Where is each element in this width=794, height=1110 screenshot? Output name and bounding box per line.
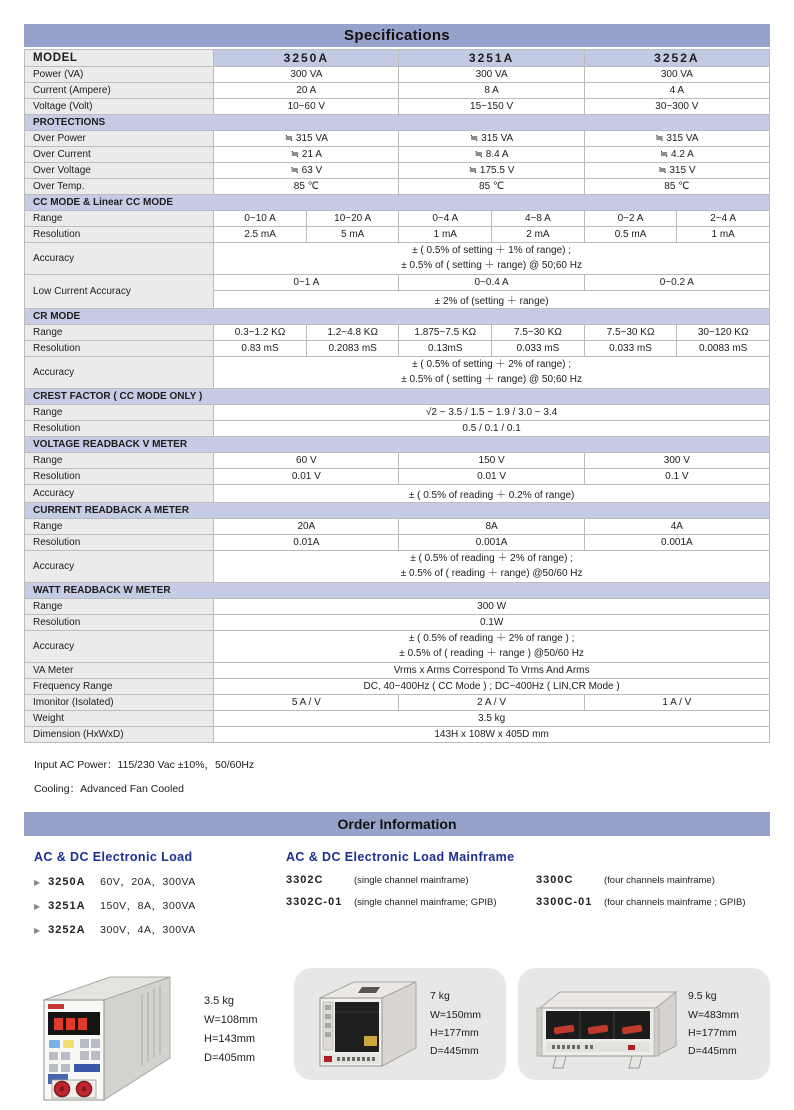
table-row — [25, 615, 770, 631]
table-row — [25, 67, 770, 83]
row-label: Range — [25, 211, 214, 227]
spec-cell: 0~10 A — [214, 211, 307, 227]
spec-cell — [214, 357, 770, 389]
spec-cell: 0~4 A — [399, 211, 492, 227]
spec-cell: 10~20 A — [306, 211, 399, 227]
row-label: Power (VA) — [25, 67, 214, 83]
load-model: 3252A — [48, 924, 86, 936]
dimension-line: H=177mm — [688, 1027, 737, 1039]
row-label: Accuracy — [25, 485, 214, 503]
spec-cell: 1 mA — [399, 227, 492, 243]
spec-cell: ≒ 4.2 A — [584, 147, 769, 163]
row-label: Frequency Range — [25, 679, 214, 695]
row-label: Over Temp. — [25, 179, 214, 195]
four-mainframe-dimensions — [688, 987, 739, 1061]
spec-cell: 0.83 mS — [214, 341, 307, 357]
table-row — [25, 131, 770, 147]
row-label: Resolution — [25, 341, 214, 357]
spec-cell: 1 mA — [677, 227, 770, 243]
table-row — [25, 519, 770, 535]
section-row — [25, 389, 770, 405]
model-row-label: MODEL — [25, 50, 214, 67]
row-label: Resolution — [25, 227, 214, 243]
electronic-load-order-block — [34, 850, 286, 946]
spec-cell-line: ± 0.5% of ( setting ＋ range) @ 50;60 Hz — [401, 259, 582, 271]
spec-cell-line: ± ( 0.5% of setting ＋ 1% of range) ; — [412, 245, 572, 256]
note-input-ac-power: Input AC Power：115/230 Vac ±10%，50/60Hz — [34, 759, 255, 771]
spec-cell-line: ± ( 0.5% of setting ＋ 2% of range) ; — [412, 359, 572, 370]
row-label: Range — [25, 325, 214, 341]
mainframe-model: 3300C-01 — [536, 896, 593, 908]
spec-cell: ≒ 175.5 V — [399, 163, 584, 179]
row-label: VA Meter — [25, 663, 214, 679]
spec-cell: 0~1 A — [214, 275, 399, 291]
row-label: Current (Ampere) — [25, 83, 214, 99]
spec-cell: 3.5 kg — [214, 711, 770, 727]
spec-cell: 0.001A — [399, 535, 584, 551]
table-row — [25, 485, 770, 503]
load-model: 3250A — [48, 876, 86, 888]
mainframe-item — [536, 896, 786, 908]
spec-cell-line: ± ( 0.5% of reading ＋ 2% of range) ; — [410, 553, 573, 564]
section-label: CC MODE & Linear CC MODE — [25, 195, 770, 211]
spec-cell: 15~150 V — [399, 99, 584, 115]
mainframe-description: (four channels mainframe ; GPIB) — [604, 897, 746, 908]
spec-cell: 0~2 A — [584, 211, 677, 227]
single-mainframe-dimensions — [430, 987, 481, 1061]
spec-cell: 85 ℃ — [584, 179, 769, 195]
spec-cell: DC, 40~400Hz ( CC Mode ) ; DC~400Hz ( LIN,CR Mode ) — [214, 679, 770, 695]
spec-cell: 4~8 A — [492, 211, 585, 227]
row-label: Voltage (Volt) — [25, 99, 214, 115]
spec-cell: 2.5 mA — [214, 227, 307, 243]
dimension-line: W=150mm — [430, 1008, 482, 1021]
triangle-bullet-icon: ▶ — [34, 926, 41, 935]
spec-cell: ± 2% of (setting ＋ range) — [214, 291, 770, 309]
spec-cell: 85 ℃ — [399, 179, 584, 195]
load-model: 3251A — [48, 900, 86, 912]
mainframe-list — [286, 874, 786, 918]
section-label: CURRENT READBACK A METER — [25, 503, 770, 519]
spec-cell: 300 W — [214, 599, 770, 615]
table-row — [25, 179, 770, 195]
spec-cell: 7.5~30 KΩ — [584, 325, 677, 341]
mainframe-order-block — [286, 850, 786, 946]
row-label: Imonitor (Isolated) — [25, 695, 214, 711]
load-list-item — [34, 898, 286, 913]
section-label: PROTECTIONS — [25, 115, 770, 131]
load-list-item — [34, 874, 286, 889]
table-row — [25, 405, 770, 421]
table-row — [25, 551, 770, 583]
spec-cell: 0.1W — [214, 615, 770, 631]
order-information-title: Order Information — [337, 816, 457, 832]
spec-cell: ≒ 21 A — [214, 147, 399, 163]
dimension-line: W=108mm — [204, 1013, 258, 1026]
spec-cell: 60 V — [214, 453, 399, 469]
row-label: Over Voltage — [25, 163, 214, 179]
load-unit-dimensions — [204, 992, 258, 1069]
spec-cell: 0.033 mS — [492, 341, 585, 357]
mainframe-heading: AC & DC Electronic Load Mainframe — [286, 850, 515, 864]
spec-cell: √2 ~ 3.5 / 1.5 ~ 1.9 / 3.0 ~ 3.4 — [214, 405, 770, 421]
spec-cell: 0.01 V — [399, 469, 584, 485]
spec-cell-line: ± 0.5% of ( reading ＋ range) @50/60 Hz — [400, 567, 583, 579]
row-label: Range — [25, 599, 214, 615]
spec-cell: 0.033 mS — [584, 341, 677, 357]
table-row — [25, 163, 770, 179]
spec-cell — [214, 243, 770, 275]
load-specs: 150V，8A，300VA — [100, 900, 196, 912]
table-row — [25, 421, 770, 437]
table-row — [25, 275, 770, 291]
spec-cell-line: ± ( 0.5% of reading ＋ 2% of range ) ; — [408, 633, 575, 644]
spec-cell: 8 A — [399, 83, 584, 99]
row-label: Accuracy — [25, 551, 214, 583]
mainframe-description: (single channel mainframe) — [354, 875, 469, 886]
table-row — [25, 679, 770, 695]
dimension-line: W=483mm — [688, 1008, 740, 1021]
mainframe-item — [286, 896, 536, 908]
section-label: WATT READBACK W METER — [25, 583, 770, 599]
spec-cell: 7.5~30 KΩ — [492, 325, 585, 341]
section-label: CREST FACTOR ( CC MODE ONLY ) — [25, 389, 770, 405]
table-row — [25, 535, 770, 551]
mainframe-item — [286, 874, 536, 886]
section-row — [25, 309, 770, 325]
dimension-line: H=143mm — [204, 1033, 256, 1045]
spec-cell: 0.2083 mS — [306, 341, 399, 357]
spec-cell: 0.001A — [584, 535, 769, 551]
row-label: Range — [25, 453, 214, 469]
table-row — [25, 147, 770, 163]
order-information-title-bar — [24, 812, 770, 836]
electronic-load-unit-image — [24, 968, 192, 1110]
mainframe-model: 3302C — [286, 874, 324, 886]
spec-cell: 2~4 A — [677, 211, 770, 227]
spec-cell-line: ± 0.5% of ( setting ＋ range) @ 50;60 Hz — [401, 373, 582, 385]
table-row — [25, 227, 770, 243]
section-label: CR MODE — [25, 309, 770, 325]
product-load-unit — [24, 968, 282, 1110]
row-label: Resolution — [25, 535, 214, 551]
spec-cell: 300 V — [584, 453, 769, 469]
triangle-bullet-icon: ▶ — [34, 902, 41, 911]
table-row — [25, 631, 770, 663]
dimension-line: 9.5 kg — [688, 990, 717, 1003]
table-row — [25, 243, 770, 275]
spec-cell: 2 A / V — [399, 695, 584, 711]
spec-cell: 0.0083 mS — [677, 341, 770, 357]
spec-cell: 0.1 V — [584, 469, 769, 485]
specifications-title: Specifications — [344, 27, 450, 44]
four-channels-mainframe-image — [528, 974, 680, 1074]
load-specs: 300V，4A，300VA — [100, 924, 196, 936]
table-row — [25, 469, 770, 485]
row-label: Resolution — [25, 421, 214, 437]
row-label: Over Current — [25, 147, 214, 163]
table-row — [25, 453, 770, 469]
spec-cell: 85 ℃ — [214, 179, 399, 195]
product-images-row — [24, 968, 770, 1110]
triangle-bullet-icon: ▶ — [34, 878, 41, 887]
row-label: Accuracy — [25, 357, 214, 389]
dimension-line: D=445mm — [688, 1045, 737, 1058]
row-label: Resolution — [25, 469, 214, 485]
mainframe-model: 3302C-01 — [286, 896, 343, 908]
table-row — [25, 695, 770, 711]
spec-cell: 0.01A — [214, 535, 399, 551]
mainframe-model: 3300C — [536, 874, 574, 886]
spec-cell: 20A — [214, 519, 399, 535]
specifications-table — [24, 49, 770, 743]
spec-cell: ≒ 315 VA — [214, 131, 399, 147]
spec-cell: Vrms x Arms Correspond To Vrms And Arms — [214, 663, 770, 679]
row-label: Accuracy — [25, 243, 214, 275]
row-label: Range — [25, 519, 214, 535]
section-label: VOLTAGE READBACK V METER — [25, 437, 770, 453]
spec-cell: ≒ 315 VA — [584, 131, 769, 147]
row-label: Over Power — [25, 131, 214, 147]
spec-cell: 300 VA — [214, 67, 399, 83]
spec-cell: ± ( 0.5% of reading ＋ 0.2% of range) — [214, 485, 770, 503]
single-channel-mainframe-image — [304, 974, 422, 1074]
spec-cell: 2 mA — [492, 227, 585, 243]
spec-cell: 30~300 V — [584, 99, 769, 115]
row-label: Weight — [25, 711, 214, 727]
note-cooling: Cooling：Advanced Fan Cooled — [34, 783, 185, 795]
spec-cell: 0.01 V — [214, 469, 399, 485]
table-row — [25, 341, 770, 357]
dimension-line: H=177mm — [430, 1027, 479, 1039]
model-cell: 3252A — [584, 50, 769, 67]
dimension-line: D=405mm — [204, 1052, 256, 1065]
mainframe-description: (single channel mainframe; GPIB) — [354, 897, 497, 908]
row-label: Dimension (HxWxD) — [25, 727, 214, 743]
spec-cell-line: ± 0.5% of ( reading ＋ range ) @50/60 Hz — [399, 647, 584, 659]
dimension-line: D=445mm — [430, 1045, 479, 1058]
spec-cell: 0.3~1.2 KΩ — [214, 325, 307, 341]
spec-cell: 0.13mS — [399, 341, 492, 357]
mainframe-item — [536, 874, 786, 886]
electronic-load-list — [34, 874, 286, 937]
mainframe-column — [536, 874, 786, 918]
notes — [34, 757, 770, 796]
load-specs: 60V，20A，300VA — [100, 876, 196, 888]
row-label: Low Current Accuracy — [25, 275, 214, 309]
row-label: Resolution — [25, 615, 214, 631]
section-row — [25, 437, 770, 453]
model-header-row — [25, 50, 770, 67]
spec-cell: 300 VA — [584, 67, 769, 83]
spec-cell — [214, 631, 770, 663]
spec-cell: 0~0.4 A — [399, 275, 584, 291]
spec-cell: 143H x 108W x 405D mm — [214, 727, 770, 743]
spec-cell: 0.5 / 0.1 / 0.1 — [214, 421, 770, 437]
row-label: Accuracy — [25, 631, 214, 663]
spec-cell: 150 V — [399, 453, 584, 469]
specifications-title-bar — [24, 24, 770, 47]
table-row — [25, 599, 770, 615]
spec-cell: ≒ 315 VA — [399, 131, 584, 147]
spec-cell: 10~60 V — [214, 99, 399, 115]
table-row — [25, 711, 770, 727]
spec-cell: 1.875~7.5 KΩ — [399, 325, 492, 341]
table-row — [25, 663, 770, 679]
section-row — [25, 195, 770, 211]
spec-cell: 300 VA — [399, 67, 584, 83]
spec-cell: 0~0.2 A — [584, 275, 769, 291]
spec-cell: ≒ 8.4 A — [399, 147, 584, 163]
spec-cell: ≒ 315 V — [584, 163, 769, 179]
spec-cell: 1 A / V — [584, 695, 769, 711]
table-row — [25, 211, 770, 227]
electronic-load-heading: AC & DC Electronic Load — [34, 850, 193, 864]
spec-cell: 5 A / V — [214, 695, 399, 711]
section-row — [25, 115, 770, 131]
section-row — [25, 503, 770, 519]
mainframe-column — [286, 874, 536, 918]
table-row — [25, 325, 770, 341]
table-row — [25, 83, 770, 99]
model-cell: 3251A — [399, 50, 584, 67]
product-single-channel-mainframe — [294, 968, 506, 1080]
spec-cell: 0.5 mA — [584, 227, 677, 243]
table-row — [25, 357, 770, 389]
product-four-channels-mainframe — [518, 968, 770, 1080]
model-cell: 3250A — [214, 50, 399, 67]
spec-cell — [214, 551, 770, 583]
mainframe-description: (four channels mainframe) — [604, 875, 715, 886]
dimension-line: 7 kg — [430, 990, 450, 1003]
spec-cell: 30~120 KΩ — [677, 325, 770, 341]
spec-cell: 4A — [584, 519, 769, 535]
row-label: Range — [25, 405, 214, 421]
section-row — [25, 583, 770, 599]
load-list-item — [34, 922, 286, 937]
table-row — [25, 727, 770, 743]
table-row — [25, 99, 770, 115]
spec-cell: 1.2~4.8 KΩ — [306, 325, 399, 341]
order-content — [24, 848, 770, 946]
spec-cell: 5 mA — [306, 227, 399, 243]
spec-cell: 4 A — [584, 83, 769, 99]
dimension-line: 3.5 kg — [204, 994, 234, 1007]
spec-cell: 20 A — [214, 83, 399, 99]
spec-cell: 8A — [399, 519, 584, 535]
spec-cell: ≒ 63 V — [214, 163, 399, 179]
